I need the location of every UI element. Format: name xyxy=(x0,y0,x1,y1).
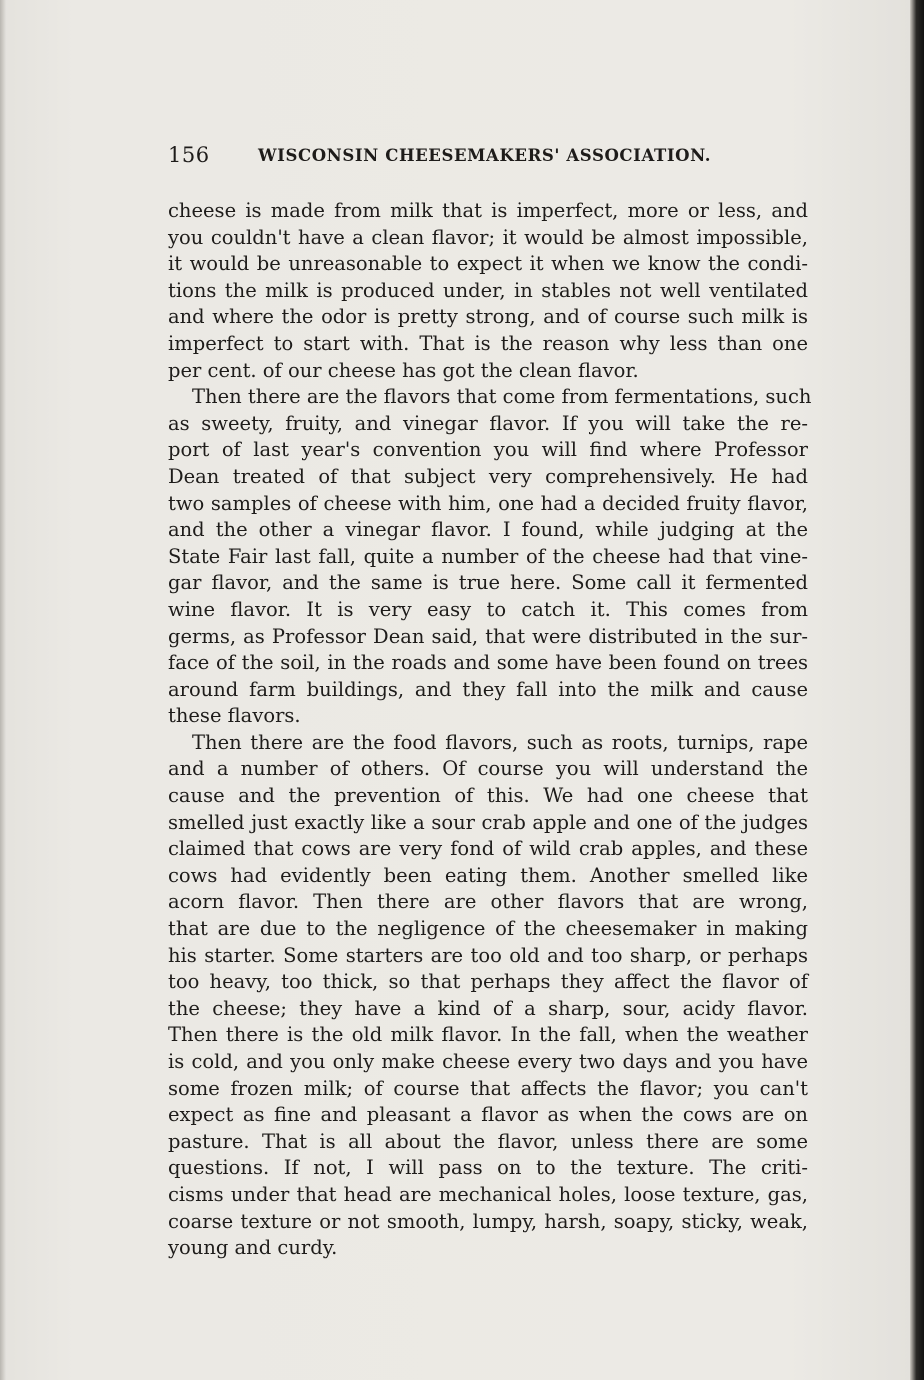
text-line: that are due to the negligence of the cheesemaker in making xyxy=(168,917,808,941)
text-line: questions. If not, I will pass on to the texture. The criti- xyxy=(168,1156,808,1180)
text-line: his starter. Some starters are too old and too sharp, or perhaps xyxy=(168,943,808,967)
text-line: imperfect to start with. That is the reason why less than one xyxy=(168,331,808,355)
text-line: Then there are the food flavors, such as roots, turnips, rape xyxy=(192,730,808,754)
text-line: smelled just exactly like a sour crab apple and one of the judges xyxy=(168,810,808,834)
text-line: around farm buildings, and they fall into the milk and cause xyxy=(168,677,808,701)
page-header xyxy=(168,143,808,173)
text-line: cause and the prevention of this. We had one cheese that xyxy=(168,784,808,808)
text-line: cows had evidently been eating them. Another smelled like xyxy=(168,863,808,887)
text-line: you couldn't have a clean flavor; it would be almost impossible, xyxy=(168,225,808,249)
text-line: State Fair last fall, quite a number of the cheese had that vine- xyxy=(168,544,808,568)
text-line: Then there is the old milk flavor. In the fall, when the weather xyxy=(168,1023,808,1047)
text-line: these flavors. xyxy=(168,704,301,728)
text-line: gar flavor, and the same is true here. Some call it fermented xyxy=(168,571,808,595)
text-line: port of last year's convention you will find where Professor xyxy=(168,438,808,462)
text-line: young and curdy. xyxy=(168,1236,338,1260)
page-gutter-shadow xyxy=(0,0,6,1380)
paragraph xyxy=(168,198,808,384)
page-edge-shadow xyxy=(910,0,924,1380)
text-line: too heavy, too thick, so that perhaps they affect the flavor of xyxy=(168,970,808,994)
text-line: wine flavor. It is very easy to catch it. This comes from xyxy=(168,597,808,621)
text-line: face of the soil, in the roads and some have been found on trees xyxy=(168,651,808,675)
text-line: germs, as Professor Dean said, that were distributed in the sur- xyxy=(168,624,808,648)
text-line: Dean treated of that subject very comprehensively. He had xyxy=(168,464,808,488)
paragraph xyxy=(168,384,812,730)
text-line: per cent. of our cheese has got the clean flavor. xyxy=(168,358,639,382)
text-line: claimed that cows are very fond of wild crab apples, and these xyxy=(168,837,808,861)
text-line: acorn flavor. Then there are other flavors that are wrong, xyxy=(168,890,808,914)
text-line: Then there are the flavors that come from fermentations, such xyxy=(192,385,812,409)
body-text xyxy=(168,198,812,1262)
text-line: is cold, and you only make cheese every two days and you have xyxy=(168,1050,808,1073)
text-line: pasture. That is all about the flavor, unless there are some xyxy=(168,1129,808,1153)
page-number: 156 xyxy=(168,143,210,167)
text-line: cheese is made from milk that is imperfect, more or less, and xyxy=(168,199,808,222)
text-line: tions the milk is produced under, in stables not well ventilated xyxy=(168,278,808,302)
text-line: coarse texture or not smooth, lumpy, harsh, soapy, sticky, weak, xyxy=(168,1209,808,1233)
text-line: some frozen milk; of course that affects the flavor; you can't xyxy=(168,1076,808,1100)
text-line: as sweety, fruity, and vinegar flavor. If you will take the re- xyxy=(168,411,808,435)
text-line: and a number of others. Of course you will understand the xyxy=(168,757,808,781)
text-line: it would be unreasonable to expect it when we know the condi- xyxy=(168,252,808,276)
text-line: cisms under that head are mechanical holes, loose texture, gas, xyxy=(168,1182,808,1206)
text-line: expect as fine and pleasant a flavor as when the cows are on xyxy=(168,1103,808,1127)
text-line: and where the odor is pretty strong, and of course such milk is xyxy=(168,305,808,329)
running-title: WISCONSIN CHEESEMAKERS' ASSOCIATION. xyxy=(258,146,712,165)
text-line: two samples of cheese with him, one had a decided fruity flavor, xyxy=(168,491,808,515)
text-line: the cheese; they have a kind of a sharp, sour, acidy flavor. xyxy=(168,996,808,1020)
paragraph xyxy=(168,730,808,1262)
text-line: and the other a vinegar flavor. I found, while judging at the xyxy=(168,518,808,542)
